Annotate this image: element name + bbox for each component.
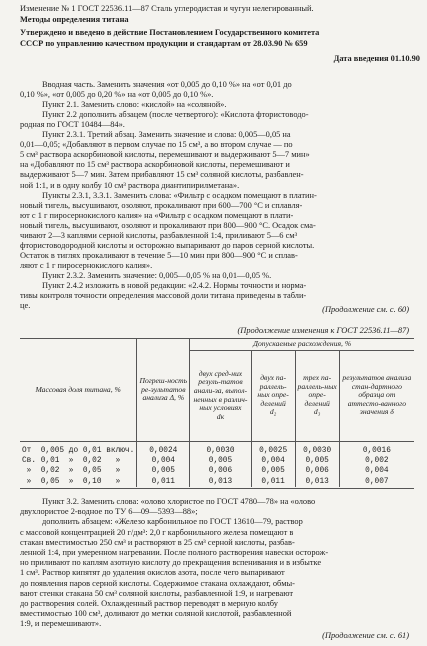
cell-d2: 0,011 (251, 477, 295, 487)
lower-line: но приливают по каплям азотную кислоту до прекращения вспенивания и в избытке (20, 558, 322, 568)
lower-line: до появления паров серной кислоты. Содержимое стакана охлаждают, обмы- (20, 578, 295, 588)
body-line: ют с 1 г пиросернокислого калия» на «Фильтр с осадком помещают в плати- (20, 210, 294, 220)
cell-d2: 0,0025 (251, 441, 295, 456)
header-subtitle: Методы определения титана (20, 14, 129, 24)
lower-line: до растворения солей. Охлажденный раствор переводят в мерную колбу (20, 599, 278, 608)
lower-line: 1 см³. Раствор кипятят до удаления окислов азота, после чего выпаривают (20, 568, 285, 578)
cell-delta: 0,004 (137, 456, 190, 466)
lower-line: двухлористое 2-водное по ТУ 6—09—5393—88»; (20, 507, 198, 517)
col-error: Погреш-ность ре-зультатов анализа Δ, % (137, 339, 190, 441)
body-line: Пункт 2.4.2 изложить в новой редакции: «2.4.2. Нормы точности и норма- (42, 281, 307, 290)
d2-symbol: d₂ (269, 407, 277, 417)
cell-d3: 0,006 (295, 466, 339, 476)
dk-symbol: dк (216, 411, 225, 421)
cell-delta: 0,011 (137, 477, 190, 487)
body-line: фтористоводородной кислоты и осторожно выпаривают до паров серной кислоты. (20, 240, 315, 250)
body-line: Пункт 2.3.1. Третий абзац. Заменить значение и слова: 0,005—0,05 на (42, 130, 291, 140)
document-header (20, 4, 420, 65)
d3-symbol: d₃ (313, 407, 321, 417)
cell-d3: 0,013 (295, 477, 339, 487)
cell-delta: 0,0024 (137, 441, 190, 456)
cell-d2: 0,005 (251, 466, 295, 476)
date-intro: Дата введения 01.10.90 (333, 53, 420, 63)
table-row (20, 441, 414, 456)
col-d2 (251, 350, 295, 441)
precision-table (20, 339, 414, 487)
body-line: 5 см³ раствора аскорбиновой кислоты, перемешивают и выдерживают 5—7 мин» (20, 150, 310, 160)
col-dk-text: двух сред-них резуль-татов анали-за, выпол-ненных в различ-ных условиях (193, 368, 248, 413)
continuation-header: (Продолжение изменения к ГОСТ 22536.11—87) (237, 326, 409, 335)
table-row (20, 456, 414, 466)
cell-db: 0,004 (339, 466, 414, 476)
cell-range: Св. 0,01 » 0,02 » (22, 457, 121, 465)
cell-d3: 0,0030 (295, 441, 339, 456)
body-line: Пункт 2.3.2. Заменить значение: 0,005—0,05 % на 0,01—0,05 %. (42, 270, 272, 280)
body-line: тивы контроля точности определения массовой доли титана приведены в табли- (20, 291, 307, 301)
body-line: чивают 2—3 каплями серной кислоты, разбавленной 1:4, приливают 5—6 см³ (20, 230, 298, 240)
cell-db: 0,007 (339, 477, 414, 487)
cell-delta: 0,005 (137, 466, 190, 476)
body-line: на «Добавляют по 15 см³ раствора аскорбиновой кислоты, перемешивают и (20, 160, 290, 170)
body-line: ной 1:1, и в одну колбу 10 см³ раствора диантипирилметана». (20, 180, 240, 190)
cell-dk: 0,0030 (190, 441, 251, 456)
body-line: новый тигель, высушивают, озоляют и прокаливают при 800—900 °С. Осадок сма- (20, 220, 316, 230)
cell-dk: 0,006 (190, 466, 251, 476)
col-dk (190, 350, 251, 441)
col-d3-text: трех па-раллель-ных опре-делений (297, 373, 337, 408)
lower-line: стакан вместимостью 250 см³ и растворяют в 25 см³ серной кислоты, разбав- (20, 537, 295, 547)
lower-line: вают стенки стакана 50 см³ соляной кислоты, разбавленной 1:9, и нагревают (20, 588, 294, 598)
col-delta-standard: результатов анализа стан-дартного образца от аттесто-ванного значения δ (339, 350, 414, 441)
cell-dk: 0,013 (190, 477, 251, 487)
lower-line: Пункт 3.2. Заменить слова: «олово хлористое по ГОСТ 4780—78» на «олово (42, 497, 316, 506)
table-row (20, 466, 414, 476)
body-line: Остаток в тиглях прокаливают в течение 5—10 мин при 800—900 °С и сплав- (20, 250, 298, 260)
header-title: Изменение № 1 ГОСТ 22536.11—87 Сталь углеродистая и чугун нелегированный. (20, 4, 314, 13)
cell-range: » 0,02 » 0,05 » (22, 467, 121, 476)
table-bottom-rule (20, 488, 414, 489)
body-line: выдерживают 5—7 мин. Затем прибавляют 15 см³ соляной кислоты, разбавлен- (20, 170, 304, 180)
cell-db: 0,0016 (339, 441, 414, 456)
col-mass-fraction: Массовая доля титана, % (20, 339, 137, 441)
body-line: 0,10 %», «от 0,005 до 0,20 %» на «от 0,005 до 0,10 %». (20, 90, 214, 100)
approval-line-1: Утверждено и введено в действие Постановлением Государственного комитета (20, 27, 320, 37)
body-line: ляют с 1 г пиросернокислого калия». (20, 260, 153, 270)
table-body (20, 441, 414, 487)
table-row (20, 477, 414, 487)
cell-db: 0,002 (339, 456, 414, 466)
cell-d3: 0,005 (295, 456, 339, 466)
cell-d2: 0,004 (251, 456, 295, 466)
lower-line: вместимостью 100 см³, доливают до метки соляной кислотой, разбавленной (20, 609, 292, 619)
body-line: Пункт 2.1. Заменить слово: «кислой» на «соляной». (42, 100, 227, 110)
cell-dk: 0,005 (190, 456, 251, 466)
lower-line: с массовой концентрацией 20 г/дм³: 2,0 г карбонильного железа помещают в (20, 527, 294, 537)
continuation-note-1: (Продолжение см. с. 60) (322, 305, 409, 314)
col-group-allowed: Допускаемые расхождения, % (190, 339, 414, 350)
lower-line: дополнить абзацем: «Железо карбонильное по ГОСТ 13610—79, раствор (42, 517, 303, 527)
body-line: родная по ГОСТ 10484—84». (20, 120, 125, 130)
body-line: новый тигель, высушивают, озоляют, прокаливают при 600—700 °С и сплавля- (20, 200, 303, 210)
approval-line-2: СССР по управлению качеством продукции и стандартам от 28.03.90 № 659 (20, 38, 308, 48)
body-line: Вводная часть. Заменить значения «от 0,005 до 0,10 %» на «от 0,01 до (42, 80, 292, 89)
col-d3 (295, 350, 339, 441)
continuation-note-2: (Продолжение см. с. 61) (322, 631, 409, 640)
cell-range: От 0,005 до 0,01 включ. (22, 446, 135, 455)
body-line: це. (20, 301, 31, 311)
lower-line: ленной 1:4, при умеренном нагревании. После полного растворения навески осторож- (20, 548, 329, 557)
body-line: Пункты 2.3.1, 3.3.1. Заменить слова: «Фильтр с осадком помещают в платин- (42, 190, 317, 200)
col-d2-text: двух па-раллель-ных опре-делений (257, 373, 289, 408)
body-line: 0,01—0,05; «Добавляют в первом случае по 15 см³, а во втором случае — по (20, 140, 293, 150)
body-line: Пункт 2.2 дополнить абзацем (после четвертого): «Кислота фтористоводо- (42, 110, 309, 120)
lower-line: 1:9, и перемешивают». (20, 619, 102, 629)
cell-range: » 0,05 » 0,10 » (22, 477, 121, 486)
